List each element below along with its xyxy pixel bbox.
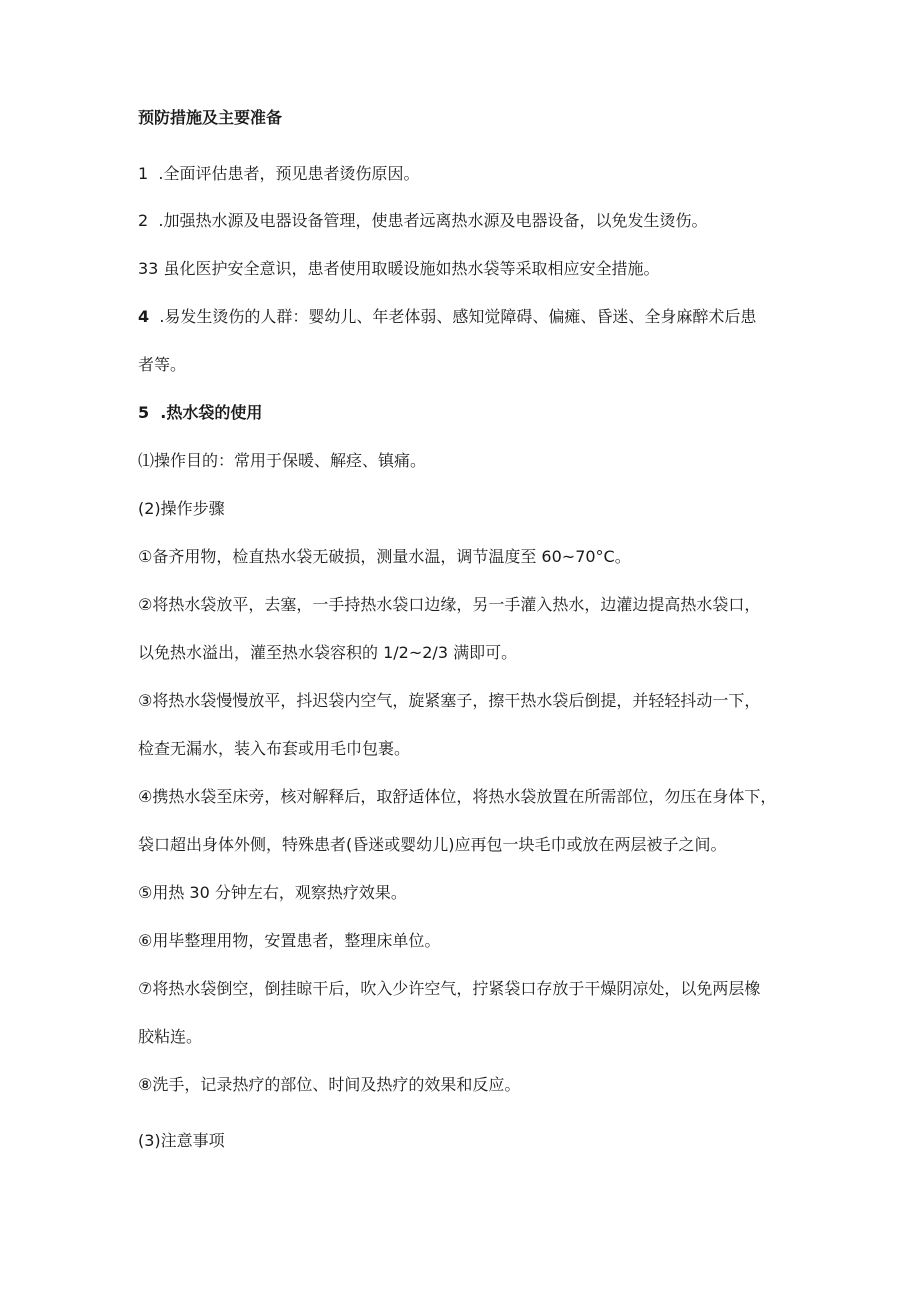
section-heading: 预防措施及主要准备: [138, 108, 283, 127]
step-4-line-2: 袋口超出身体外侧，特殊患者(昏迷或婴幼儿)应再包一块毛巾或放在两层被子之间。: [138, 835, 727, 854]
step-6: ⑥用毕整理用物，安置患者，整理床单位。: [138, 931, 441, 950]
step-7-line-1: ⑦将热水袋倒空，倒挂晾干后，吹入少许空气，拧紧袋口存放于干燥阴凉处，以免两层橡: [138, 979, 761, 998]
item-4: [138, 306, 828, 328]
steps-heading: (2)操作步骤: [138, 499, 225, 518]
item-2: 2 .加强热水源及电器设备管理，使患者远离热水源及电器设备，以免发生烫伤。: [138, 211, 708, 230]
step-7-line-2: 胶粘连。: [138, 1027, 203, 1046]
step-2-line-2: 以免热水溢出，灌至热水袋容积的 1/2~2/3 满即可。: [138, 643, 518, 662]
step-5: ⑤用热 30 分钟左右，观察热疗效果。: [138, 883, 407, 902]
item-4-text: .易发生烫伤的人群：婴幼儿、年老体弱、感知觉障碍、偏瘫、昏迷、全身麻醉术后患: [149, 307, 757, 326]
purpose-line: ⑴操作目的：常用于保暖、解痉、镇痛。: [138, 451, 427, 470]
step-2-line-1: ②将热水袋放平，去塞，一手持热水袋口边缘，另一手灌入热水，边灌边提高热水袋口，: [138, 595, 761, 614]
item-5-heading: 5 .热水袋的使用: [138, 403, 263, 422]
step-3-line-2: 检查无漏水，装入布套或用毛巾包裹。: [138, 739, 411, 758]
item-4-number: 4: [138, 307, 150, 326]
step-3-line-1: ③将热水袋慢慢放平，抖迟袋内空气，旋紧塞子，擦干热水袋后倒提，并轻轻抖动一下，: [138, 691, 761, 710]
notes-heading: (3)注意事项: [138, 1131, 225, 1150]
step-1: ①备齐用物，检直热水袋无破损，测量水温，调节温度至 60~70°C。: [138, 547, 631, 566]
step-4-line-1: ④携热水袋至床旁，核对解释后，取舒适体位，将热水袋放置在所需部位，勿压在身体下，: [138, 787, 777, 806]
item-1: 1 .全面评估患者，预见患者烫伤原因。: [138, 164, 420, 183]
step-8: ⑧洗手，记录热疗的部位、时间及热疗的效果和反应。: [138, 1075, 521, 1094]
item-3: 33 虽化医护安全意识，患者使用取暖设施如热水袋等采取相应安全措施。: [138, 259, 660, 278]
item-4-continuation: 者等。: [138, 355, 187, 374]
